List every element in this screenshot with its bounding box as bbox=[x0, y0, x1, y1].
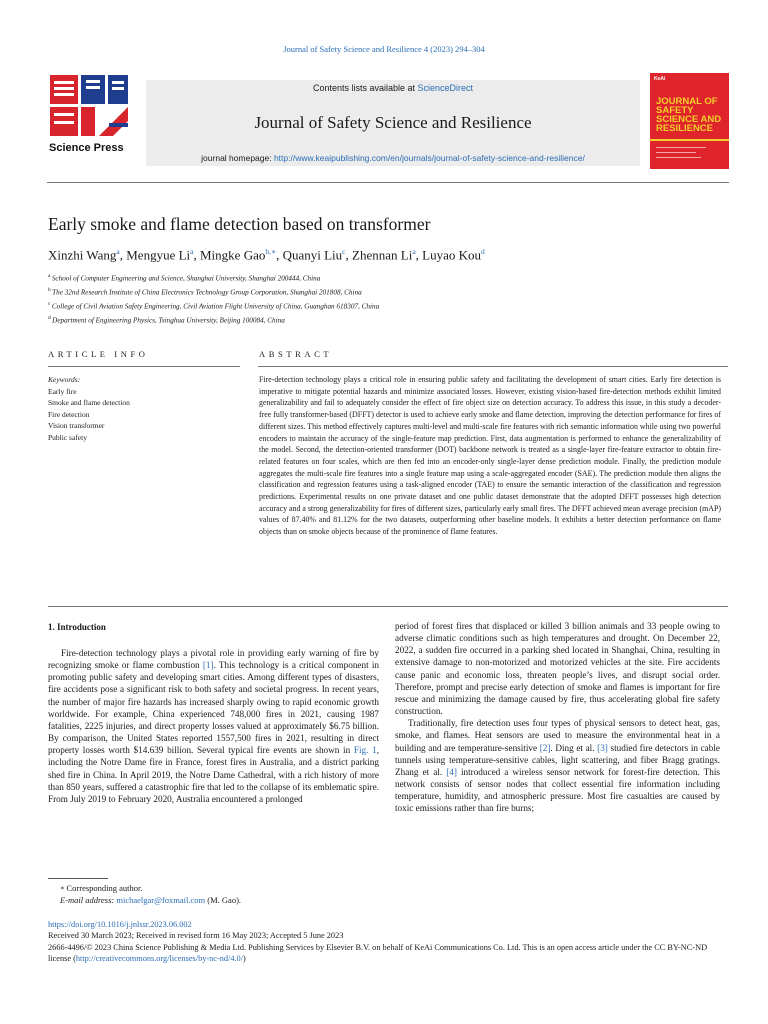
contents-prefix: Contents lists available at bbox=[312, 83, 418, 93]
author-affiliation-marker[interactable]: a bbox=[412, 247, 416, 256]
keywords-label: Keywords: bbox=[48, 375, 81, 384]
author-affiliation-marker[interactable]: a bbox=[190, 247, 194, 256]
journal-masthead bbox=[47, 71, 729, 171]
footnote-divider bbox=[48, 878, 108, 879]
contents-line bbox=[146, 83, 640, 93]
journal-cover-thumbnail[interactable] bbox=[650, 73, 729, 169]
cover-decoration bbox=[656, 157, 701, 158]
author-name: Xinzhi Wang bbox=[48, 247, 117, 263]
logo-caption: Science Press bbox=[49, 142, 124, 154]
doi-link[interactable]: https://doi.org/10.1016/j.jnlssr.2023.06.002 bbox=[48, 920, 192, 929]
paragraph-text: , including the Notre Dame fire in France, forest fires in Australia, and a district parking shed fire in China. In April 2019, the Notre Dame Cathedral, with a rich history of more than 850 years, suffered a catastrophic fire that led to the collapse of its emblematic spire. From July 2019 to February 2020, Australia encountered a prolonged bbox=[48, 745, 379, 804]
keyword: Smoke and flame detection bbox=[48, 398, 130, 407]
section-divider bbox=[258, 366, 728, 367]
body-column-right bbox=[395, 620, 720, 815]
cover-decoration bbox=[656, 152, 696, 153]
cover-decoration bbox=[656, 147, 706, 148]
paragraph-text: Fire-detection technology plays a pivotal role in providing early warning of fire by recognizing smoke or flame combustion bbox=[48, 648, 379, 671]
journal-banner bbox=[146, 80, 640, 166]
paragraph-text: . Ding et al. bbox=[550, 742, 598, 753]
cover-publisher: KeAi bbox=[654, 76, 666, 82]
keyword: Early fire bbox=[48, 386, 77, 396]
header-divider bbox=[47, 182, 729, 183]
paragraph-text: studied fire detectors in cable tunnels using temperature-sensitive cables, light scattering, and fiber Bragg gratings. Zhang et al. bbox=[395, 742, 720, 777]
author-affiliation-marker[interactable]: c bbox=[342, 247, 346, 256]
keyword: Public safety bbox=[48, 432, 87, 442]
received-dates: Received 30 March 2023; Received in revised form 16 May 2023; Accepted 5 June 2023 bbox=[48, 931, 344, 941]
author-name: Mingke Gao bbox=[200, 247, 266, 263]
keyword-list bbox=[48, 386, 130, 444]
section-divider bbox=[48, 366, 240, 367]
affiliation: $^d$ Department of Engineering Physics, Tsinghua University, Beijing 100084, China bbox=[48, 314, 285, 325]
author-affiliation-marker[interactable]: b,∗ bbox=[265, 247, 277, 256]
journal-reference-link[interactable]: Journal of Safety Science and Resilience 4 (2023) 294–304 bbox=[283, 44, 485, 54]
affiliation: $^a$ School of Computer Engineering and Science, Shanghai University, Shanghai 200444, China bbox=[48, 273, 321, 283]
cover-title: JOURNAL OF SAFETY SCIENCE AND RESILIENCE bbox=[656, 96, 722, 134]
author-name: Luyao Kou bbox=[422, 247, 482, 263]
paragraph bbox=[395, 717, 720, 814]
corresponding-author-note: ∗ Corresponding author. bbox=[60, 883, 143, 893]
sciencedirect-link[interactable]: ScienceDirect bbox=[417, 83, 474, 93]
email-line: E-mail address: michaelgar@foxmail.com (M. Gao). bbox=[60, 895, 242, 905]
homepage-line bbox=[146, 153, 640, 163]
author-name: Quanyi Liu bbox=[282, 247, 343, 263]
email-link[interactable]: michaelgar@foxmail.com bbox=[116, 895, 206, 905]
paragraph-text: . This technology is a critical component in promoting public safety and developing smart cities. Among different types of disasters, fire accidents pose a significant risk to both safety and societal progress. In recent years, the number of major fire hazards has increased sharply owing to rapid economic growth worldwide. For example, China experienced 748,000 fires in 2021, causing 1987 fatalities, 2225 injuries, and direct property losses valued at approximately $6.75 billion. By comparison, the United States reported 1557,500 fires in 2021, resulting in direct property losses worth $14.639 billion. Several typical fire events are shown in bbox=[48, 660, 379, 756]
reference-link[interactable]: Fig. 1 bbox=[353, 745, 377, 756]
reference-link[interactable]: [4] bbox=[446, 766, 457, 777]
homepage-label: journal homepage: bbox=[201, 153, 274, 163]
author-list: Xinzhi Wang$^a$, Mengyue Li$^a$, Mingke Gao$^{b,∗}$, Quanyi Liu$^c$, Zhennan Li$^a$, Luyao Kou$^d$ bbox=[48, 247, 485, 263]
affiliation-list bbox=[48, 271, 379, 327]
author-name: Mengyue Li bbox=[126, 247, 191, 263]
science-press-logo bbox=[47, 71, 131, 171]
paragraph bbox=[48, 647, 379, 805]
journal-title: Journal of Safety Science and Resilience bbox=[254, 113, 532, 132]
paragraph-text: Traditionally, fire detection uses four types of physical sensors to detect heat, gas, smoke, and flames. Heat sensors are used to measure the environmental heat in a building and are temperature-sensitive bbox=[395, 718, 720, 753]
reference-link[interactable]: [2] bbox=[539, 742, 551, 753]
body-column-left bbox=[48, 647, 379, 805]
homepage-link[interactable]: http://www.keaipublishing.com/en/journals/journal-of-safety-science-and-resilience/ bbox=[273, 153, 585, 163]
copyright-notice: 2666-4496/© 2023 China Science Publishing & Media Ltd. Publishing Services by Elsevier B.V. on behalf of KeAi Communications Co. Ltd. This is an open access article under the CC BY-NC-ND license (http://creativecommons.org/licenses/by-nc-nd/4.0/) bbox=[48, 942, 708, 963]
article-title: Early smoke and flame detection based on transformer bbox=[48, 214, 431, 234]
keyword: Fire detection bbox=[48, 409, 90, 419]
keywords-block bbox=[48, 374, 130, 443]
reference-link[interactable]: [1] bbox=[202, 660, 214, 671]
reference-link[interactable]: [3] bbox=[597, 742, 608, 753]
author-name: Zhennan Li bbox=[352, 247, 413, 263]
abstract-heading: ABSTRACT bbox=[259, 349, 333, 359]
article-info-heading: ARTICLE INFO bbox=[48, 349, 149, 359]
paragraph: period of forest fires that displaced or killed 3 billion animals and 33 people owing to adverse climatic conditions such as high temperatures and drought. On December 22, 2022, a sudden fire occurred in a parking shed located in Shanghai, China, resulting in extensive damage to non-motorized and motorized vehicles at the site. Fire accidents cause panic and economic loss, threaten people’s lives, and disrupt social order. Therefore, prompt and precise early detection of smoke and flames is important for fire rescue and minimizing the damage caused by fire, thus accelerating global fire safety construction. bbox=[395, 621, 720, 717]
license-link[interactable]: http://creativecommons.org/licenses/by-nc-nd/4.0/ bbox=[75, 953, 244, 963]
keyword: Vision transformer bbox=[48, 421, 105, 430]
author-affiliation-marker[interactable]: d bbox=[481, 247, 485, 256]
affiliation: $^b$ The 32nd Research Institute of China Electronics Technology Group Corporation, Shanghai 201808, China bbox=[48, 286, 362, 297]
cover-stripe bbox=[650, 139, 729, 141]
footnote bbox=[48, 882, 241, 906]
section-heading-introduction: 1. Introduction bbox=[48, 622, 106, 632]
body-divider bbox=[48, 606, 728, 607]
publication-info bbox=[48, 919, 728, 964]
paragraph-text: introduced a wireless sensor network for forest-fire detection. This network consists of sensor nodes that collect essential fire information including temperature, humidity, and atmospheric pressure. Most fire casualties are caused by toxic emissions rather than fire burns; bbox=[395, 766, 720, 814]
abstract-text: Fire-detection technology plays a critical role in ensuring public safety and facilitating the development of smart cities. Early fire detection is imperative to mitigate potential hazards and minimize associated losses. However, existing vision-based fire-detection methods exhibit limited generalizability and fail to adequately consider the effect of fire object size on detection accuracy. To address this issue, in this study a decoder-free fully transformer-based (DFFT) detector is used to achieve early smoke and flame detection, improving the detection performance for fires of different sizes. This method effectively captures multi-level and multi-scale fire features with rich semantic information while using two powerful encoders to maintain the accuracy of the single-feature map prediction. First, data augmentation is performed to enhance the generalizability of the model. Second, the detection-oriented transformer (DOT) backbone network is treated as a single-layer fire-feature extractor to obtain fire-related features on four scales, which are then fed into an encoder-only single-layer dense prediction module. Finally, the prediction module aggregates the multi-scale fire features into a single feature map using a scale-aggregated encoder (SAE). The prediction module then aligns the classification and regression features using a task-aligned encoder (TAE) to ensure the semantic interaction of the classification and regression predictions. Experimental results on one private dataset and one public dataset demonstrate that the adopted DFFT possesses high detection accuracy and a strong generalizability for fires of different sizes, particularly early small fires. The DFFT achieved mean average precision (mAP) values of 87.40% and 81.12% for the two datasets, outperforming other baseline models. It exhibits a better detection performance on flame objects than on smoke objects because of the prominence of flame features. bbox=[259, 375, 721, 537]
author-affiliation-marker[interactable]: a bbox=[116, 247, 120, 256]
affiliation: $^c$ College of Civil Aviation Safety Engineering, Civil Aviation Flight University of China, Guanghan 618307, China bbox=[48, 300, 380, 311]
